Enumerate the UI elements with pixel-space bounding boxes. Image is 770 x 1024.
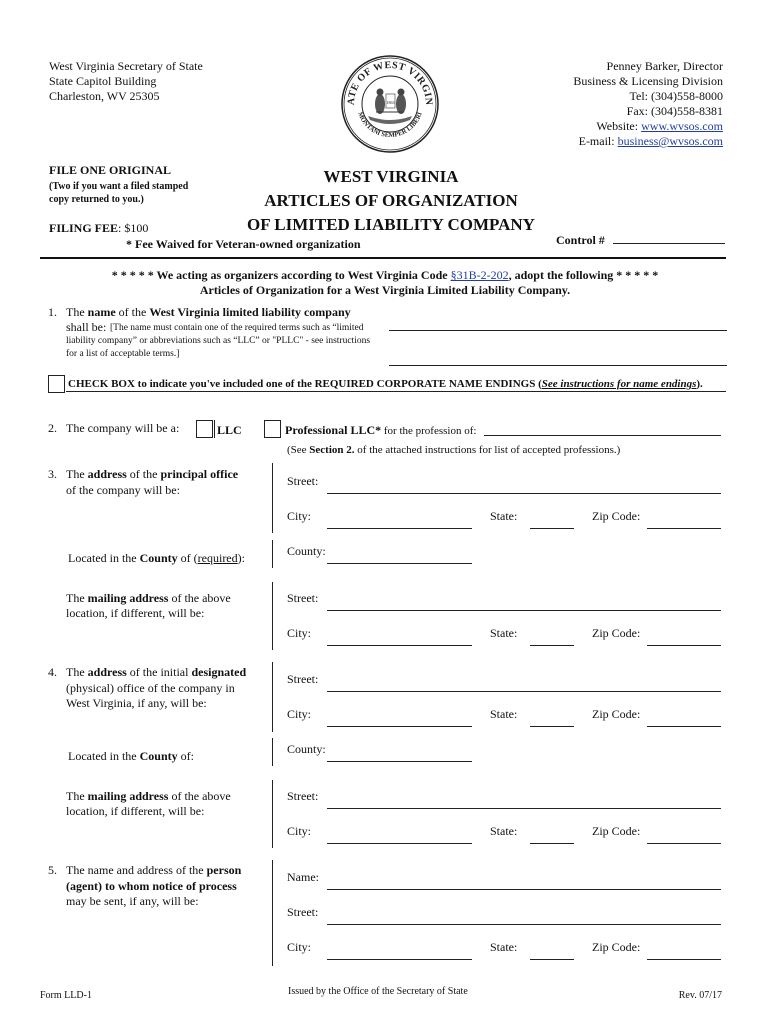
intro-line-1: * * * * * We acting as organizers according to West Virginia Code §31B-2-202, adopt the following * * * * * — [111, 268, 659, 282]
s3-county-prompt: Located in the County of (required): — [68, 551, 245, 565]
s4-zip-label: Zip Code: — [592, 707, 641, 721]
section-5-sub-2: may be sent, if any, will be: — [66, 894, 199, 908]
s4-street-label: Street: — [287, 672, 319, 686]
section-5-rule — [272, 860, 273, 966]
state-seal — [340, 54, 440, 154]
s3m-zip-label: Zip Code: — [592, 626, 641, 640]
section-2-label: The company will be a: — [66, 421, 180, 435]
s4m-street-label: Street: — [287, 789, 319, 803]
website-link[interactable]: www.wvsos.com — [641, 119, 723, 133]
control-number-label: Control # — [556, 233, 605, 247]
s3m-city-field[interactable] — [327, 645, 472, 646]
section-4-number: 4. — [48, 665, 57, 679]
s3-street-field[interactable] — [327, 493, 721, 494]
s4m-zip-field[interactable] — [647, 843, 721, 844]
s4-state-label: State: — [490, 707, 518, 721]
s5-state-field[interactable] — [530, 959, 574, 960]
file-one-original: FILE ONE ORIGINAL — [49, 163, 172, 177]
s3m-state-field[interactable] — [530, 645, 574, 646]
s4-city-label: City: — [287, 707, 312, 721]
name-note-1: [The name must contain one of the required terms such as “limited — [110, 323, 364, 333]
seal-top-text: ATE OF WEST VIRGIN — [345, 59, 435, 106]
s4m-state-label: State: — [490, 824, 518, 838]
s4m-city-label: City: — [287, 824, 312, 838]
website-row: Website: www.wvsos.com — [596, 119, 723, 133]
name-note-3: for a list of acceptable terms.] — [66, 349, 180, 359]
fax-number: Fax: (304)558-8381 — [626, 104, 723, 118]
profession-field[interactable] — [484, 435, 721, 436]
email-link[interactable]: business@wvsos.com — [617, 134, 723, 148]
filing-fee: FILING FEE: $100 — [49, 221, 149, 235]
director-name: Penney Barker, Director — [606, 59, 723, 73]
s4-city-field[interactable] — [327, 726, 472, 727]
s3-city-label: City: — [287, 509, 312, 523]
s3-county-field[interactable] — [327, 563, 472, 564]
s5-zip-label: Zip Code: — [592, 940, 641, 954]
s5-state-label: State: — [490, 940, 518, 954]
section-5-sub-1: (agent) to whom notice of process — [66, 879, 237, 893]
s4m-street-field[interactable] — [327, 808, 721, 809]
s5-street-field[interactable] — [327, 924, 721, 925]
s3m-city-label: City: — [287, 626, 312, 640]
name-ending-instruction: CHECK BOX to indicate you've included one of the REQUIRED CORPORATE NAME ENDINGS (See instructions for name endings). — [68, 378, 703, 390]
section-3-rule — [272, 463, 273, 533]
s5-street-label: Street: — [287, 905, 319, 919]
pllc-checkbox[interactable] — [264, 420, 281, 438]
fee-waived-note: * Fee Waived for Veteran-owned organization — [126, 237, 361, 251]
s5-city-label: City: — [287, 940, 312, 954]
name-ending-checkbox[interactable] — [48, 375, 65, 393]
name-ending-divider — [66, 391, 726, 392]
svg-text:MONTANI SEMPER LIBERI — [356, 111, 424, 139]
s4-county-rule — [272, 738, 273, 766]
section-4-rule — [272, 662, 273, 732]
profession-note: (See Section 2. of the attached instructions for list of accepted professions.) — [287, 444, 621, 456]
section-1-number: 1. — [48, 305, 57, 319]
s4m-zip-label: Zip Code: — [592, 824, 641, 838]
header-divider — [40, 257, 726, 259]
llc-checkbox[interactable] — [196, 420, 213, 438]
office-name: West Virginia Secretary of State — [49, 59, 203, 73]
section-4-sub-1: (physical) office of the company in — [66, 681, 235, 695]
llc-name-field-1[interactable] — [389, 330, 727, 331]
section-1-heading: The name of the West Virginia limited liability company — [66, 305, 351, 319]
pllc-option-label: Professional LLC* for the profession of: — [285, 423, 477, 437]
issued-by: Issued by the Office of the Secretary of State — [288, 986, 468, 997]
office-city: Charleston, WV 25305 — [49, 89, 160, 103]
s3m-zip-field[interactable] — [647, 645, 721, 646]
section-5-heading: The name and address of the person — [66, 863, 242, 877]
s3-mailing-sub: location, if different, will be: — [66, 606, 205, 620]
llc-option-label: LLC — [217, 423, 242, 437]
control-number-field[interactable] — [613, 243, 725, 244]
s5-city-field[interactable] — [327, 959, 472, 960]
form-number: Form LLD-1 — [40, 990, 92, 1001]
section-1-shall-be: shall be: — [66, 320, 107, 334]
s3-city-field[interactable] — [327, 528, 472, 529]
section-3-sub: of the company will be: — [66, 483, 180, 497]
s3-county-label: County: — [287, 544, 326, 558]
name-note-2: liability company” or abbreviations such as “LLC” or "PLLC" - see instructions — [66, 336, 371, 346]
seal-motto: MONTANI SEMPER LIBERI — [356, 111, 424, 140]
s3m-street-label: Street: — [287, 591, 319, 605]
seal-year: 1863 — [386, 100, 395, 105]
section-5-number: 5. — [48, 863, 57, 877]
form-title: WEST VIRGINIA ARTICLES OF ORGANIZATION OF LIMITED LIABILITY COMPANY — [247, 167, 535, 234]
s3-street-label: Street: — [287, 474, 319, 488]
s3m-state-label: State: — [490, 626, 518, 640]
s4m-state-field[interactable] — [530, 843, 574, 844]
s4m-city-field[interactable] — [327, 843, 472, 844]
office-building: State Capitol Building — [49, 74, 157, 88]
s3-state-label: State: — [490, 509, 518, 523]
section-3-number: 3. — [48, 467, 57, 481]
division-name: Business & Licensing Division — [573, 74, 723, 88]
section-2-number: 2. — [48, 421, 57, 435]
office-address — [49, 59, 203, 104]
intro-line-2: Articles of Organization for a West Virginia Limited Liability Company. — [199, 283, 571, 297]
s4-street-field[interactable] — [327, 691, 721, 692]
s4-zip-field[interactable] — [647, 726, 721, 727]
s5-zip-field[interactable] — [647, 959, 721, 960]
email-row: E-mail: business@wvsos.com — [578, 134, 723, 148]
revision: Rev. 07/17 — [678, 990, 722, 1001]
code-link[interactable]: §31B-2-202 — [450, 268, 509, 282]
section-3-heading: The address of the principal office — [66, 467, 239, 481]
s4-mailing-heading: The mailing address of the above — [66, 789, 231, 803]
s5-name-field[interactable] — [327, 889, 721, 890]
s4-county-label: County: — [287, 742, 326, 756]
division-contact — [463, 59, 723, 149]
llc-name-field-2[interactable] — [389, 365, 727, 366]
s3-mailing-heading: The mailing address of the above — [66, 591, 231, 605]
s3-zip-field[interactable] — [647, 528, 721, 529]
s3-county-rule — [272, 540, 273, 568]
section-4-heading: The address of the initial designated — [66, 665, 247, 679]
s4-county-prompt: Located in the County of: — [68, 749, 194, 763]
s3-zip-label: Zip Code: — [592, 509, 641, 523]
s4-state-field[interactable] — [530, 726, 574, 727]
s5-name-label: Name: — [287, 870, 319, 884]
s4-county-field[interactable] — [327, 761, 472, 762]
s3-mailing-rule — [272, 582, 273, 650]
s4-mailing-sub: location, if different, will be: — [66, 804, 205, 818]
s3-state-field[interactable] — [530, 528, 574, 529]
section-4-sub-2: West Virginia, if any, will be: — [66, 696, 207, 710]
tel-number: Tel: (304)558-8000 — [629, 89, 723, 103]
filing-note-1: (Two if you want a filed stamped — [49, 181, 189, 192]
llc-box-divider — [214, 420, 215, 438]
filing-note-2: copy returned to you.) — [49, 194, 144, 205]
s3m-street-field[interactable] — [327, 610, 721, 611]
s4-mailing-rule — [272, 780, 273, 848]
